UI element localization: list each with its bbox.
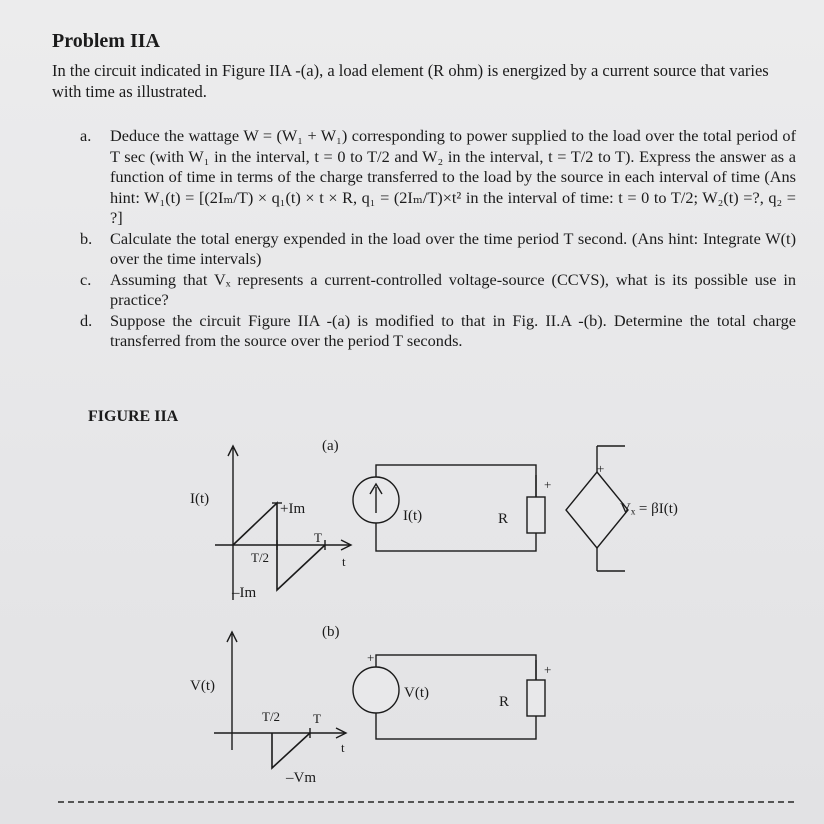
source-b-label: V(t) xyxy=(404,685,429,701)
source-a-label: I(t) xyxy=(403,508,423,524)
caption-b: (b) xyxy=(322,624,340,640)
load-resistor xyxy=(527,497,545,533)
resistor-plus-label: + xyxy=(544,477,552,492)
circuit-b xyxy=(353,655,545,739)
voltage-source xyxy=(353,667,399,713)
question-text: Suppose the circuit Figure IIA -(a) is modified to that in Fig. II.A -(b). Determine the total charge transferred from the source over the period T seconds. xyxy=(110,310,796,350)
period-label: T xyxy=(313,711,321,726)
source-plus-label: + xyxy=(367,650,375,665)
figure-label: FIGURE IIA xyxy=(88,408,179,425)
half-period-label: T/2 xyxy=(262,709,281,724)
question-marker: b. xyxy=(80,228,93,248)
ccvs-plus-label: + xyxy=(597,461,605,476)
load-a-label: R xyxy=(498,511,509,527)
circuit-a xyxy=(353,446,628,571)
time-label: t xyxy=(341,740,345,755)
load-b-label: R xyxy=(499,694,510,710)
dashed-divider xyxy=(58,801,794,803)
resistor-plus-label: + xyxy=(544,662,552,677)
peak-label: +Im xyxy=(280,501,306,517)
current-waveform xyxy=(233,503,325,590)
voltage-waveform xyxy=(272,733,310,768)
question-text: Calculate the total energy expended in the load over the time period T second. (Ans hint: Integrate W(t) over the time intervals) xyxy=(110,228,796,268)
caption-a: (a) xyxy=(322,438,339,454)
question-marker: d. xyxy=(80,310,93,330)
graph-b-ylabel: V(t) xyxy=(190,678,215,694)
question-text: Deduce the wattage W = (W₁ + W₁) corresponding to power supplied to the load over the total period of T sec (with W₁ in the interval, t = 0 to T/2 and W₂ in the interval, t = T/2 to T). Express the answer as a function of time in terms of the charge transferred to the load by the source in each interval of time (Ans hint: W₁(t) = [(2Iₘ/T) × q₁(t) × t × R, q₁ = (2Iₘ/T)×t² in the interval of time: t = 0 to T/2; W₂(t) =?, q₂ = ?] xyxy=(110,126,796,227)
period-label: T xyxy=(314,530,322,545)
question-marker: c. xyxy=(80,269,92,289)
ccvs-diamond xyxy=(566,472,628,548)
neg-peak-label: –Im xyxy=(232,585,257,601)
time-label: t xyxy=(342,554,346,569)
circuit-a-loop xyxy=(376,465,536,551)
neg-peak-label: –Vm xyxy=(286,770,316,786)
voltage-waveform-graph xyxy=(214,632,346,768)
load-resistor xyxy=(527,680,545,716)
problem-intro: In the circuit indicated in Figure IIA -(a), a load element (R ohm) is energized by a current source that varies with time as illustrated. xyxy=(52,61,769,101)
question-text: Assuming that Vₓ represents a current-controlled voltage-source (CCVS), what is its possible use in practice? xyxy=(110,269,796,309)
problem-title: Problem IIA xyxy=(52,30,160,52)
graph-a-ylabel: I(t) xyxy=(190,491,210,507)
question-marker: a. xyxy=(80,126,92,145)
ccvs-label: Vₓ = βI(t) xyxy=(620,501,678,517)
half-period-label: T/2 xyxy=(251,550,270,565)
circuit-b-loop xyxy=(376,655,536,739)
current-waveform-graph xyxy=(215,446,351,600)
